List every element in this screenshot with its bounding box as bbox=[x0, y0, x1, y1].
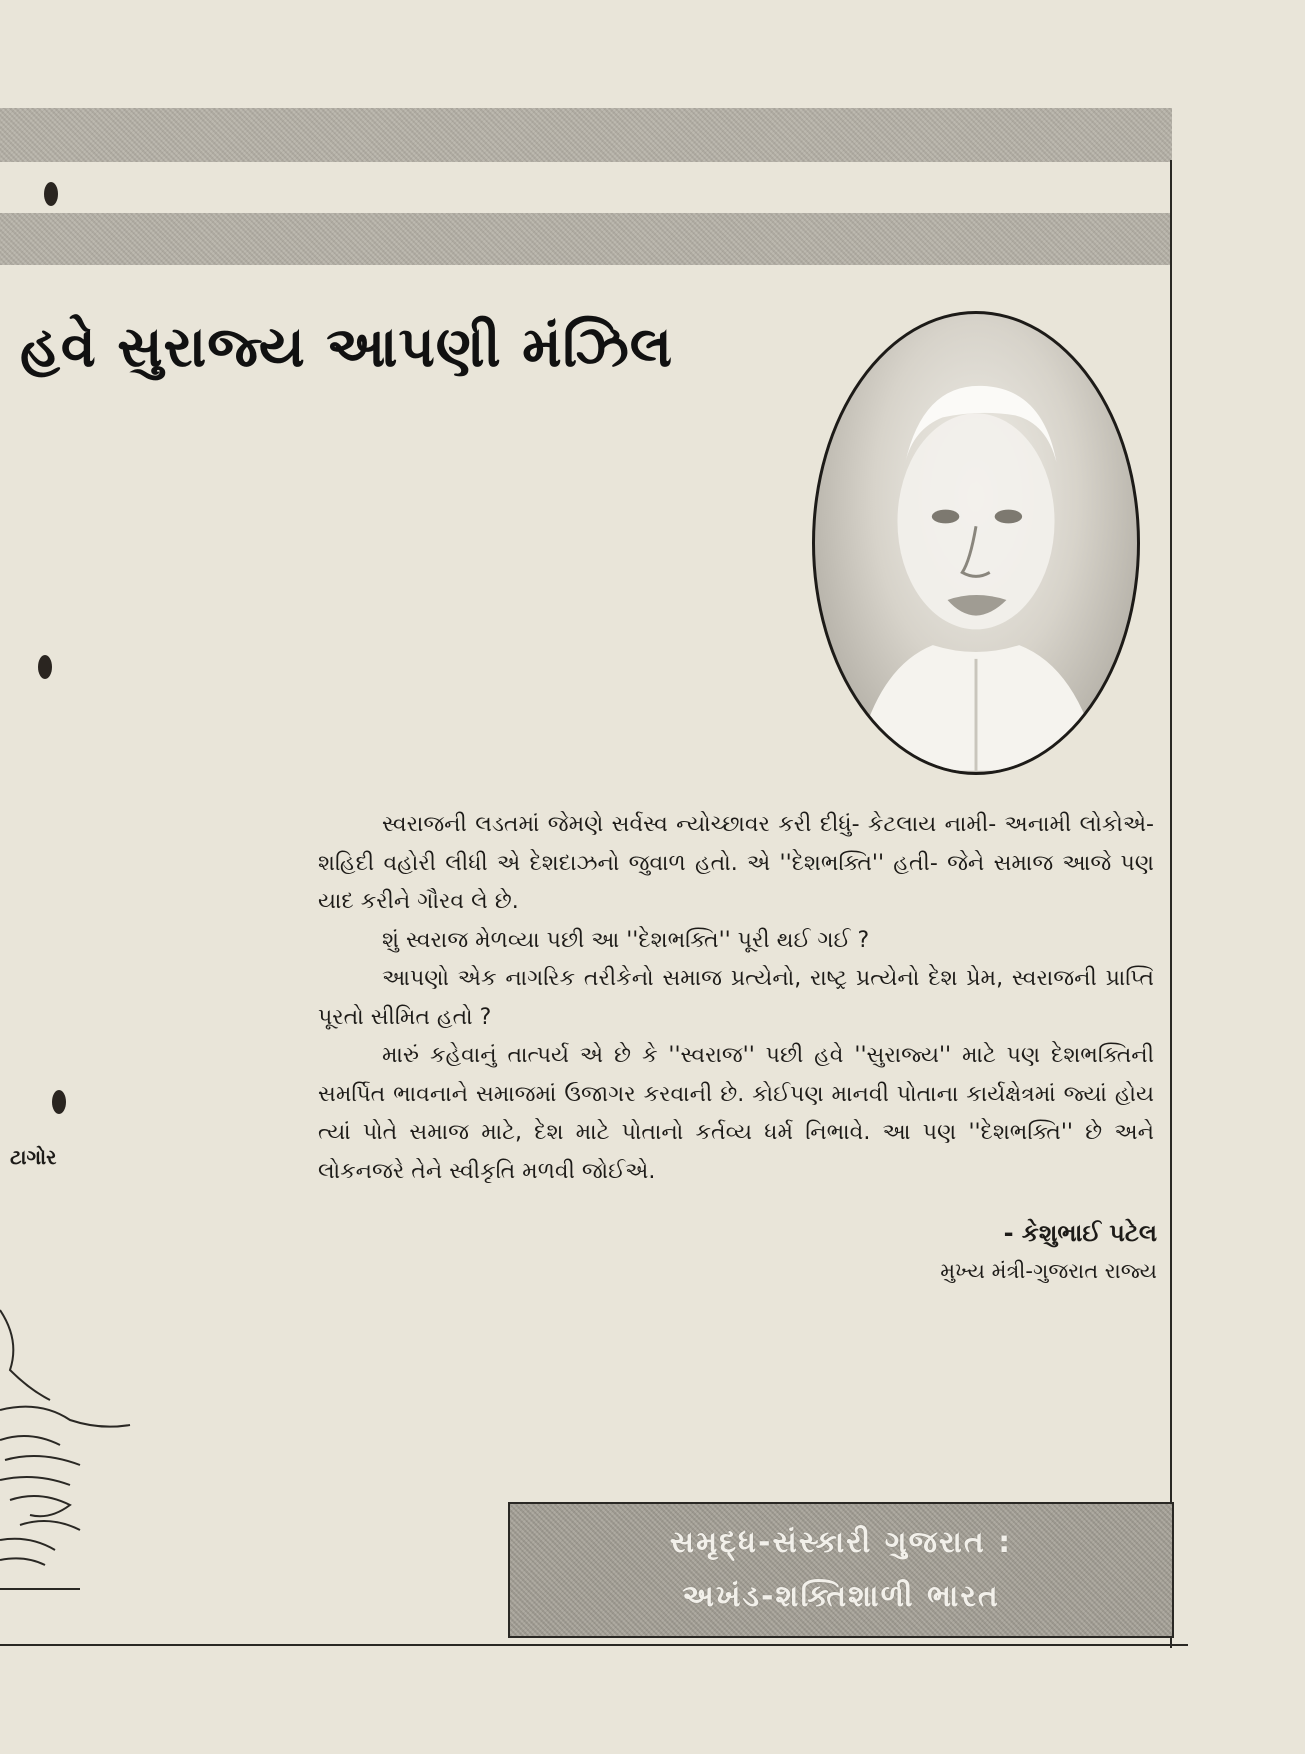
punch-hole-mark bbox=[44, 182, 58, 206]
signature-name: - કેશુભાઈ પટેલ bbox=[1003, 1219, 1157, 1247]
article-body bbox=[318, 806, 1154, 1191]
slogan-line-1: સમૃદ્ધ-સંસ્કારી ગુજરાત : bbox=[669, 1525, 1013, 1560]
portrait-figure-icon bbox=[815, 314, 1137, 772]
paragraph: આપણો એક નાગરિક તરીકેનો સમાજ પ્રત્યેનો, રાષ્ટ્ર પ્રત્યેનો દેશ પ્રેમ, સ્વરાજની પ્રાપ્તિ પૂરતો સીમિત હતો ? bbox=[318, 966, 1154, 1030]
middle-halftone-band bbox=[0, 213, 1172, 265]
top-halftone-band bbox=[0, 108, 1172, 162]
slogan-banner bbox=[508, 1502, 1174, 1638]
frame-right-rule bbox=[1170, 160, 1172, 1648]
signature-block bbox=[940, 1214, 1157, 1290]
page-title: હવે સુરાજ્ય આપણી મંઝિલ bbox=[20, 315, 674, 380]
decorative-rule bbox=[0, 1588, 80, 1590]
punch-hole-mark bbox=[38, 655, 52, 679]
slogan-line-2: અખંડ-શક્તિશાળી ભારત bbox=[682, 1579, 1000, 1614]
paragraph: મારું કહેવાનું તાત્પર્ય એ છે કે ''સ્વરાજ'' પછી હવે ''સુરાજ્ય'' માટે પણ દેશભક્તિની સમર્પિત ભાવનાને સમાજમાં ઉજાગર કરવાની છે. કોઈપણ માનવી પોતાના કાર્યક્ષેત્રમાં જ્યાં હોય ત્યાં પોતે સમાજ માટે, દેશ માટે પોતાનો કર્તવ્ય ધર્મ નિભાવે. આ પણ ''દેશભક્તિ'' છે અને લોકનજરે તેને સ્વીકૃતિ મળવી જોઈએ. bbox=[318, 1043, 1154, 1184]
signature-title: મુખ્ય મંત્રી-ગુજરાત રાજ્ય bbox=[940, 1259, 1157, 1283]
punch-hole-mark bbox=[52, 1090, 66, 1114]
paragraph: શું સ્વરાજ મેળવ્યા પછી આ ''દેશભક્તિ'' પૂરી થઈ ગઈ ? bbox=[382, 927, 870, 953]
paragraph: સ્વરાજની લડતમાં જેમણે સર્વસ્વ ન્યોચ્છાવર કરી દીધું- કેટલાય નામી- અનામી લોકોએ-શહિદી વહોરી લીધી એ દેશદાઝનો જુવાળ હતો. એ ''દેશભક્તિ'' હતી- જેને સમાજ આજે પણ યાદ કરીને ગૌરવ લે છે. bbox=[318, 812, 1154, 914]
sketch-illustration-icon bbox=[0, 1300, 140, 1610]
frame-bottom-rule bbox=[0, 1644, 1188, 1646]
side-caption: ટાગોર bbox=[10, 1145, 57, 1169]
portrait-photo bbox=[812, 311, 1140, 775]
